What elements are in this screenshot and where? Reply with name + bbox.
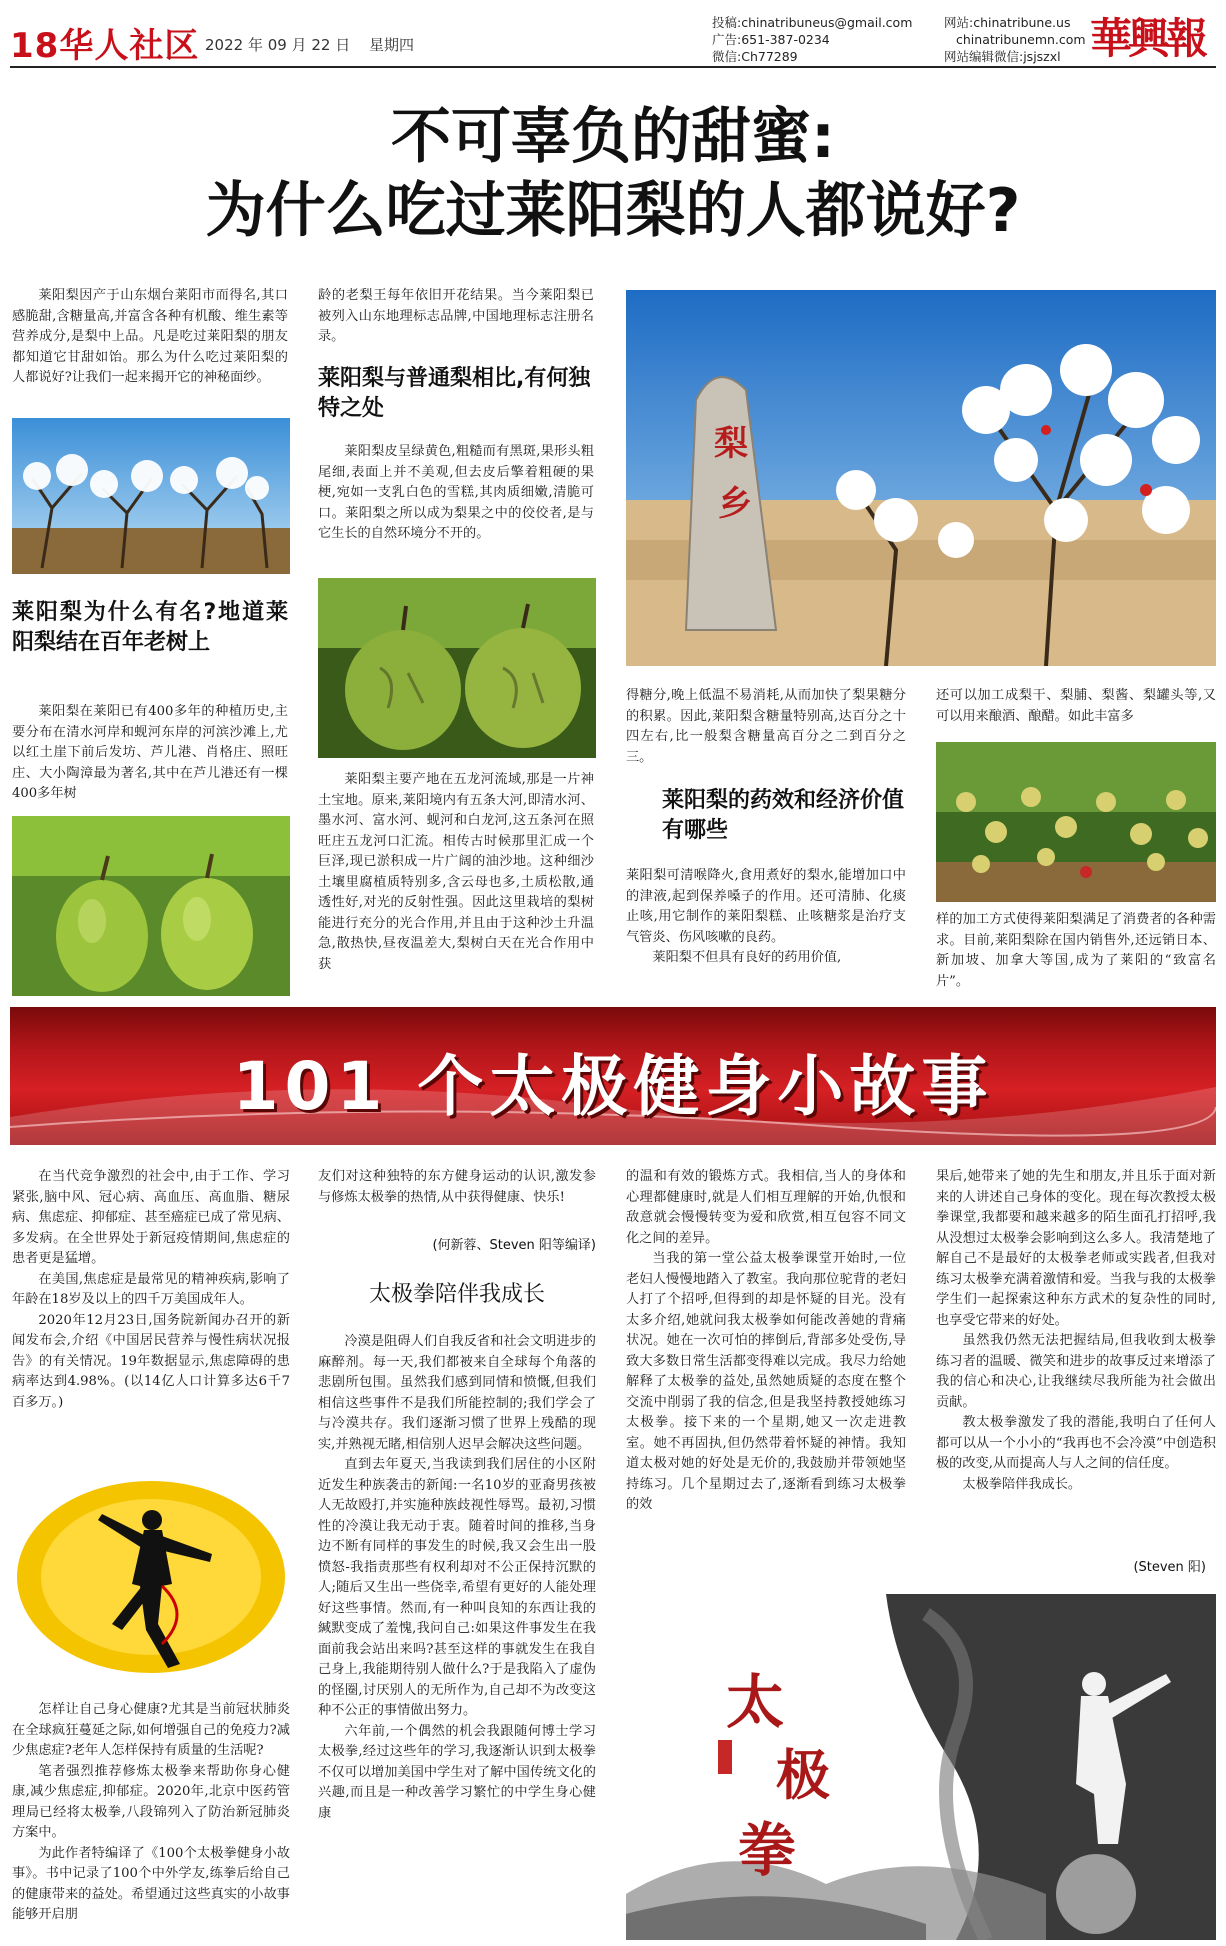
article2-col1-top [12,1167,290,1413]
article2-col2-body [318,1332,596,1824]
headline-line-2: 为什么吃过莱阳梨的人都说好? [205,176,1021,246]
contact-email: 投稿:chinatribuneus@gmail.com [712,15,913,30]
subheading-taiji-grow: 太极拳陪伴我成长 [368,1282,545,1307]
date-text: 2022 年 09 月 22 日 [205,36,351,54]
article1-col4-top [936,686,1216,727]
contact-ad-phone: 广告:651-387-0234 [712,32,830,47]
article2-col3 [626,1167,906,1516]
issue-date [205,34,414,55]
article1-col2-top [318,286,594,348]
paragraph: 果后,她带来了她的先生和朋友,并且乐于面对新来的人讲述自己身体的变化。现在每次教授太极拳课堂,我都要和越来越多的陌生面孔打招呼,我从没想过太极拳会影响到这么多人。我清楚地了解自己不是最好的太极拳老师或实践者,但我对练习太极拳充满着激情和爱。当我与我的太极拳学生们一起探索这种东方武术的复杂性的同时,也享受它带来的好处。 [936,1169,1216,1328]
stone-char-2: 乡 [718,484,752,524]
paragraph: 为此作者特编译了《100个太极拳健身小故事》。书中记录了100个中外学友,练拳后给自己的健康带来的益处。希望通过这些真实的小故事能够开启朋 [12,1845,290,1922]
green-pears-photo [12,816,290,996]
carved-pears-photo [318,578,596,758]
paragraph: 虽然我仍然无法把握结局,但我收到太极拳练习者的温暖、微笑和进步的故事反过来增添了我的信心和决心,让我继续尽我所能为社会做出贡献。 [936,1333,1216,1410]
paragraph: 莱阳梨在莱阳已有400多年的种植历史,主要分布在清水河岸和蚬河东岸的河滨沙滩上,尤以红土崖下前后发坊、芦儿港、肖格庄、照旺庄、大小陶漳最为著名,其中在芦儿港还有一棵400多年树 [12,704,288,801]
contact-block-right [944,14,1086,65]
article1-col2-bottom [318,770,594,975]
paragraph: 龄的老梨王每年依旧开花结果。当今莱阳梨已被列入山东地理标志品牌,中国地理标志注册名录。 [318,288,594,344]
article1-col2-mid [318,442,594,545]
article1-col4-bottom [936,910,1216,992]
paragraph: 得糖分,晚上低温不易消耗,从而加快了梨果糖分的积累。因此,莱阳梨含糖量特别高,达百分之十四左右,比一般梨含糖量高百分之二到百分之三。 [626,688,906,765]
calligraphy-char-2: 极 [776,1743,830,1807]
article1-col1-bottom [12,702,288,805]
paragraph: 冷漠是阻碍人们自我反省和社会文明进步的麻醉剂。每一天,我们都被来自全球每个角落的悲剧所包围。虽然我们感到同情和愤慨,但我们相信这些事件不是我们所能控制的;我们学会了与冷漠共存。我们逐渐习惯了世界上残酷的现实,并熟视无睹,相信别人迟早会解决这些问题。 [318,1334,596,1452]
paragraph: 在美国,焦虑症是最常见的精神疾病,影响了年龄在18岁及以上的四千万美国成年人。 [12,1271,290,1307]
paragraph: 的温和有效的锻炼方式。我相信,当人的身体和心理都健康时,就是人们相互理解的开始,仇恨和敌意就会慢慢转变为爱和欣赏,相互包容不同文化之间的差异。 [626,1169,906,1246]
weekday-text: 星期四 [368,36,414,54]
paragraph: 莱阳梨可清喉降火,食用煮好的梨水,能增加口中的津液,起到保养嗓子的作用。还可清肺、化痰止咳,用它制作的莱阳梨糕、止咳糖浆是治疗支气管炎、伤风咳嗽的良药。 [626,868,906,945]
paragraph: 莱阳梨不但具有良好的药用价值, [652,950,842,965]
paragraph: 太极拳陪伴我成长。 [962,1476,1082,1492]
taiji-banner [10,1007,1216,1145]
contact-website: 网站:chinatribune.us [944,15,1071,30]
headline-line-1: 不可辜负的甜蜜: [391,102,835,172]
contact-block-left [712,14,912,65]
paragraph: 友们对这种独特的东方健身运动的认识,激发参与修炼太极拳的热情,从中获得健康、快乐! [318,1169,596,1205]
paragraph: 莱阳梨因产于山东烟台莱阳市而得名,其口感脆甜,含糖量高,并富含各种有机酸、维生素等营养成分,是梨中上品。凡是吃过莱阳梨的朋友都知道它甘甜如饴。那么为什么吃过莱阳梨的人都说好?让我们一起来揭开它的神秘面纱。 [12,288,288,385]
contact-wechat: 微信:Ch77289 [712,49,798,64]
subheading-medicinal: 莱阳梨的药效和经济价值有哪些 [662,788,905,843]
paragraph: 当我的第一堂公益太极拳课堂开始时,一位老妇人慢慢地踏入了教室。我向那位驼背的老妇人打了个招呼,但得到的却是怀疑的目光。没有太多介绍,她就问我太极拳如何能改善她的背痛状况。她在一次可怕的摔倒后,背部多处受伤,导致大多数日常生活都变得难以完成。我尽力给她解释了太极拳的益处,虽然她质疑的态度在整个交流中削弱了我的信念,但是我坚持教授她练习太极拳。接下来的一个星期,她又一次走进教室。她不再固执,但仍然带着怀疑的神情。我知道太极对她的好处是无价的,我鼓励并带领她坚持练习。几个星期过去了,逐渐看到练习太极拳的效 [626,1251,906,1512]
article2-col1-bottom [12,1700,290,1926]
pear-blossom-stone-photo [626,290,1216,666]
paragraph: 2020年12月23日,国务院新闻办召开的新闻发布会,介绍《中国居民营养与慢性病状况报告》的有关情况。19年数据显示,焦虑障碍的患病率达到4.98%。(以14亿人口计算多达6千7百多万。) [12,1312,290,1410]
pear-harvest-photo [936,742,1216,902]
contact-editor-wechat: 网站编辑微信:jsjszxl [944,49,1061,64]
article2-col4 [936,1167,1216,1495]
taiji-ink-painting [626,1594,1216,1940]
article1-col1-top [12,286,288,389]
taiji-silhouette-image [12,1474,290,1680]
article1-col3-top [626,686,906,768]
calligraphy-char-1: 太 [726,1668,785,1736]
article1-col3-mid [626,866,906,969]
calligraphy-char-3: 拳 [738,1816,797,1884]
paragraph: 样的加工方式使得莱阳梨满足了消费者的各种需求。目前,莱阳梨除在国内销售外,还远销日本、新加坡、加拿大等国,成为了莱阳的“致富名片”。 [936,912,1216,989]
subheading-why-famous: 莱阳梨为什么有名?地道莱阳梨结在百年老树上 [12,600,288,655]
paragraph: 还可以加工成梨干、梨脯、梨酱、梨罐头等,又可以用来酿酒、酿醋。如此丰富多 [936,688,1216,724]
paragraph: 莱阳梨主要产地在五龙河流域,那是一片神土宝地。原来,莱阳境内有五条大河,即清水河、墨水河、富水河、蚬河和白龙河,这五条河在照旺庄五龙河口汇流。相传古时候那里汇成一个巨泽,现已淤积成一片广阔的油沙地。这种细沙土壤里腐植质特别多,含云母也多,土质松散,通透性好,对光的反射性强。因此这里栽培的梨树能进行充分的光合作用,并且由于这种沙土升温急,散热快,昼夜温差大,梨树白天在光合作用中获 [318,772,594,972]
translator-credit: (何新蓉、Steven 阳等编译) [432,1238,596,1253]
paragraph: 怎样让自己身心健康?尤其是当前冠状肺炎在全球疯狂蔓延之际,如何增强自己的免疫力?减少焦虑症?老年人怎样保持有质量的生活呢? [12,1702,290,1758]
banner-title: 101 个太极健身小故事 [232,1048,994,1125]
contact-website-2: chinatribunemn.com [956,32,1086,47]
paragraph: 莱阳梨皮呈绿黄色,粗糙而有黑斑,果形头粗尾细,表面上并不美观,但去皮后擎着粗硬的果梗,宛如一支乳白色的雪糕,其肉质细嫩,清脆可口。莱阳梨之所以成为梨果之中的佼佼者,是与它生长的自然环境分不开的。 [318,444,594,541]
pear-orchard-photo [12,418,290,574]
author-credit: (Steven 阳) [1133,1560,1206,1575]
page-section-label: 18华人社区 [10,26,200,66]
newspaper-logo: 華興報 [1090,14,1205,63]
red-seal-stamp [718,1740,732,1774]
header-rule [10,66,1216,68]
paragraph: 教太极拳激发了我的潜能,我明白了任何人都可以从一个小小的“我再也不会冷漠”中创造积极的改变,从而提高人与人之间的信任度。 [936,1415,1216,1471]
paragraph: 笔者强烈推荐修炼太极拳来帮助你身心健康,减少焦虑症,抑郁症。2020年,北京中医药管理局已经将太极拳,八段锦列入了防治新冠肺炎方案中。 [12,1763,290,1840]
stone-char-1: 梨 [714,424,748,464]
subheading-unique: 莱阳梨与普通梨相比,有何独特之处 [318,366,591,421]
paragraph: 直到去年夏天,当我读到我们居住的小区附近发生种族袭击的新闻:一名10岁的亚裔男孩被人无故殴打,并实施种族歧视性辱骂。最初,习惯性的冷漠让我无动于衷。随着时间的推移,当身边不断有同样的事发生的时候,我又会生出一股愤怒-我指责那些有权利却对不公正保持沉默的人;随后又生出一些侥幸,希望有更好的人能处理好这些事情。然而,有一种叫良知的东西让我的緘默变成了羞愧,我问自己:如果这件事发生在我面前我会站出来吗?甚至这样的事就发生在我自己身上,我能期待别人做什么?于是我陷入了虚伪的怪圈,讨厌别人的无所作为,自己却不为改变这种不公正的事情做出努力。 [318,1457,596,1718]
paragraph: 在当代竞争激烈的社会中,由于工作、学习紧张,脑中风、冠心病、高血压、高血脂、糖尿病、焦虑症、抑郁症、甚至癌症已成了常见病、多发病。在全世界处于新冠疫情期间,焦虑症的患者更是猛增。 [12,1169,290,1266]
article2-col2-top [318,1167,596,1208]
paragraph: 六年前,一个偶然的机会我跟随何博士学习太极拳,经过这些年的学习,我逐渐认识到太极拳不仅可以增加美国中学生对了解中国传统文化的兴趣,而且是一种改善学习繁忙的中学生身心健康 [318,1723,596,1821]
